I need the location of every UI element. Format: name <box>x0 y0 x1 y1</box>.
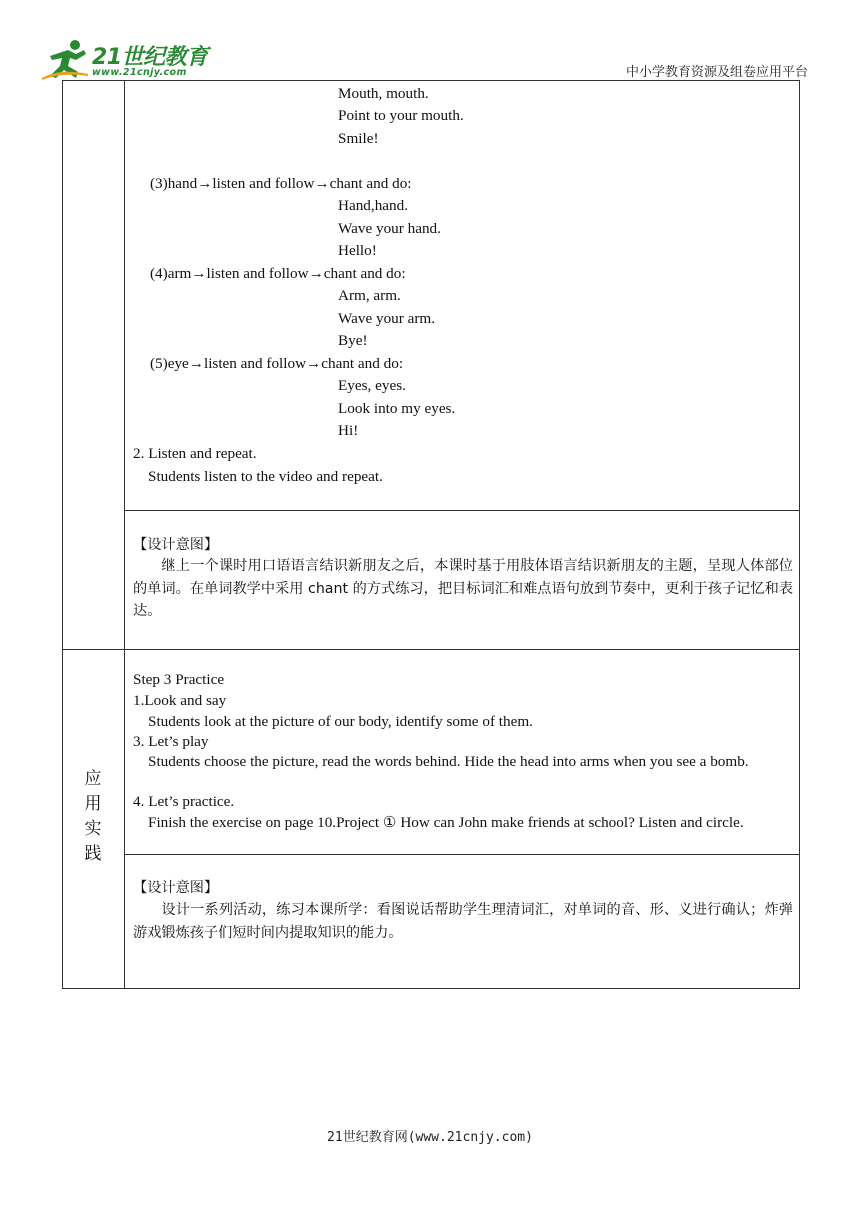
design-intent-text: 设计一系列活动，练习本课所学：看图说话帮助学生理清词汇，对单词的音、形、义进行确认；炸弹游戏锻炼孩子们短时间内提取知识的能力。 <box>133 902 793 941</box>
section-label-char: 用 <box>84 794 102 814</box>
chant-line: Hello! <box>338 242 377 259</box>
lesson-table <box>62 81 800 989</box>
page-header <box>0 0 860 82</box>
logo-url: www.21cnjy.com <box>92 67 187 78</box>
step-line: 1.Look and say <box>133 692 227 709</box>
row-divider-3 <box>124 854 800 855</box>
chant-line: Bye! <box>338 332 368 349</box>
step-line: Students look at the picture of our body, identify some of them. <box>148 713 533 730</box>
design-intent-title: 【设计意图】 <box>133 880 219 896</box>
chant-line: Smile! <box>338 130 379 147</box>
table-border-bottom <box>62 988 800 989</box>
site-logo <box>40 38 210 82</box>
table-divider-column <box>124 81 125 989</box>
step-line: 3. Let’s play <box>133 733 209 750</box>
chant-line: Hi! <box>338 422 359 439</box>
step-heading: Step 3 Practice <box>133 671 225 688</box>
chant-line: Hand,hand. <box>338 197 409 214</box>
step-line: Students listen to the video and repeat. <box>148 468 383 485</box>
runner-logo-icon <box>40 38 92 82</box>
design-intent-text: 继上一个课时用口语语言结识新朋友之后，本课时基于用肢体语言结识新朋友的主题，呈现人体部位的单词。在单词教学中采用 chant 的方式练习，把目标词汇和难点语句放到节奏中，更利于孩子记忆和表达。 <box>133 558 793 619</box>
design-intent-title: 【设计意图】 <box>133 537 219 553</box>
chant-line: Eyes, eyes. <box>338 377 406 394</box>
step-line: Finish the exercise on page 10.Project ① How can John make friends at school? Listen and circle. <box>148 814 744 831</box>
step-line: (5)eye→listen and follow→chant and do: <box>150 355 404 372</box>
step-line: (4)arm→listen and follow→chant and do: <box>150 265 406 282</box>
row-divider-2 <box>62 649 800 650</box>
step-line: 2. Listen and repeat. <box>133 445 257 462</box>
chant-line: Wave your hand. <box>338 220 441 237</box>
step-line: Students choose the picture, read the words behind. Hide the head into arms when you see a bomb. <box>148 753 749 770</box>
chant-line: Wave your arm. <box>338 310 436 327</box>
section-label-char: 应 <box>84 769 102 789</box>
section-label-char: 践 <box>84 844 102 864</box>
page-footer: 21世纪教育网(www.21cnjy.com) <box>327 1130 533 1145</box>
section-label-char: 实 <box>84 819 102 839</box>
row-divider-1 <box>124 510 800 511</box>
table-border-right <box>799 81 800 989</box>
chant-line: Look into my eyes. <box>338 400 456 417</box>
step-line: 4. Let’s practice. <box>133 793 235 810</box>
chant-line: Mouth, mouth. <box>338 85 429 102</box>
section-label-application <box>62 767 124 867</box>
chant-line: Point to your mouth. <box>338 107 464 124</box>
logo-text: 21世纪教育 <box>92 45 208 70</box>
platform-title: 中小学教育资源及组卷应用平台 <box>625 65 808 80</box>
step-line: (3)hand→listen and follow→chant and do: <box>150 175 412 192</box>
chant-line: Arm, arm. <box>338 287 401 304</box>
